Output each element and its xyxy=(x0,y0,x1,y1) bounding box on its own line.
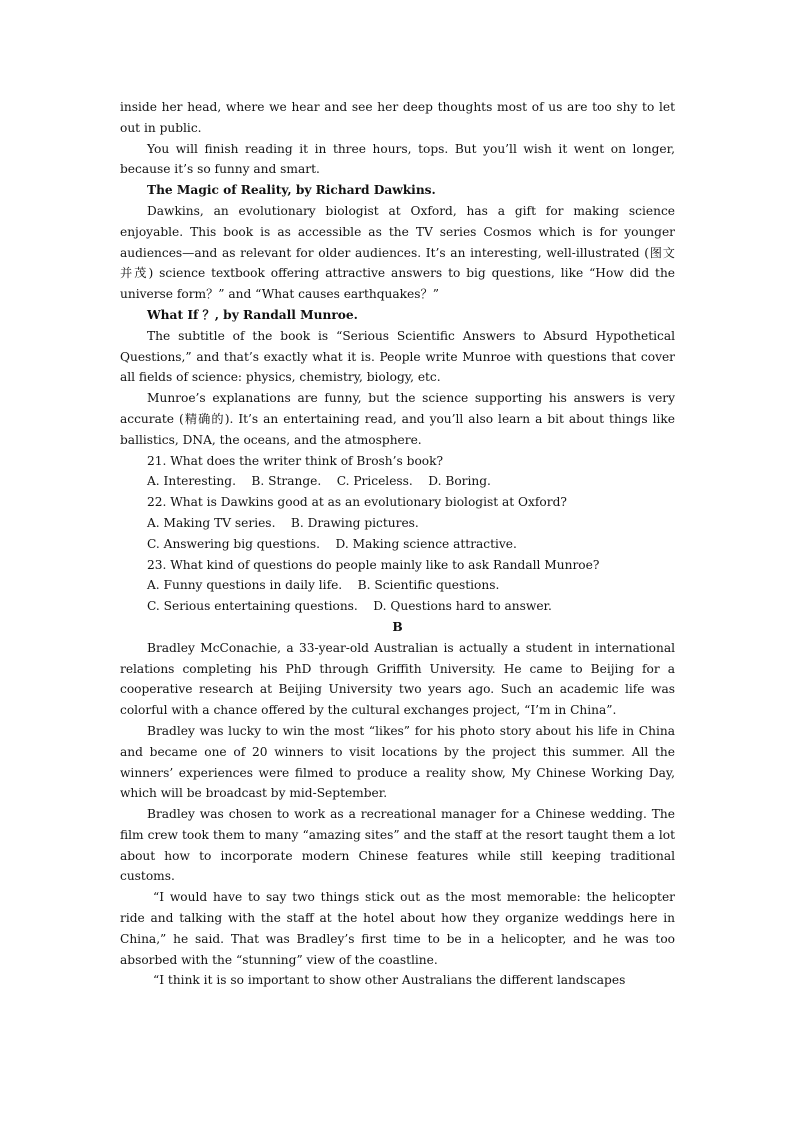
paragraph-bradley-memorable: “I would have to say two things stick out as the most memorable: the helicopter ride and talking with the staff at the hotel about how they organize weddings here in China,” he said. That was Bradley’s first time to be in a helicopter, and he was too absorbed with the “stunning” view of the coastline. xyxy=(120,890,675,967)
question-23-stem: 23. What kind of questions do people mainly like to ask Randall Munroe? xyxy=(147,557,600,572)
paragraph-brosh-summary: You will finish reading it in three hours, tops. But you’ll wish it went on longer, because it’s so funny and smart. xyxy=(120,141,675,177)
question-22-stem: 22. What is Dawkins good at as an evolutionary biologist at Oxford? xyxy=(147,495,567,510)
question-22-options-ab: A. Making TV series. B. Drawing pictures. xyxy=(147,515,419,530)
question-21-stem: 21. What does the writer think of Brosh’s book? xyxy=(147,453,444,468)
section-heading-b: B xyxy=(392,619,403,634)
question-21-options: A. Interesting. B. Strange. C. Priceless. D. Boring. xyxy=(147,474,491,489)
book-title-munroe: What If ？, by Randall Munroe. xyxy=(147,307,358,322)
question-22-options-cd: C. Answering big questions. D. Making science attractive. xyxy=(147,536,517,551)
paragraph-bradley-wedding: Bradley was chosen to work as a recreational manager for a Chinese wedding. The film crew took them to many “amazing sites” and the staff at the resort taught them a lot about how to incorporate modern Chinese features while still keeping traditional customs. xyxy=(120,807,675,884)
paragraph-bradley-landscapes: “I think it is so important to show other Australians the different landscapes xyxy=(153,973,626,988)
paragraph-munroe-explanations: Munroe’s explanations are funny, but the science supporting his answers is very accurate (精确的). It’s an entertaining read, and you’ll also learn a bit about things like ballistics, DNA, the oceans, and the atmosphere. xyxy=(120,391,675,447)
paragraph-munroe-subtitle: The subtitle of the book is “Serious Scientific Answers to Absurd Hypothetical Questions,” and that’s exactly what it is. People write Munroe with questions that cover all fields of science: physics, chemistry, biology, etc. xyxy=(120,328,675,385)
paragraph-continuation: inside her head, where we hear and see her deep thoughts most of us are too shy to let out in public. xyxy=(120,100,675,135)
question-23-options-cd: C. Serious entertaining questions. D. Questions hard to answer. xyxy=(147,599,552,614)
book-title-dawkins: The Magic of Reality, by Richard Dawkins. xyxy=(147,183,436,198)
question-23-options-ab: A. Funny questions in daily life. B. Scientific questions. xyxy=(147,578,500,593)
paragraph-dawkins: Dawkins, an evolutionary biologist at Oxford, has a gift for making science enjoyable. This book is as accessible as the TV series Cosmos which is for younger audiences—and as relevant for older audiences. It’s an interesting, well-illustrated (图文并茂) science textbook offering attractive answers to big questions, like “How did the universe form？” and “What causes earthquakes？” xyxy=(120,203,675,302)
paragraph-bradley-intro: Bradley McConachie, a 33-year-old Australian is actually a student in international relations completing his PhD through Griffith University. He came to Beijing for a cooperative research at Beijing University two years ago. Such an academic life was colorful with a chance offered by the cultural exchanges project, “I’m in China”. xyxy=(120,640,675,718)
paragraph-bradley-likes: Bradley was lucky to win the most “likes” for his photo story about his life in China and became one of 20 winners to visit locations by the project this summer. All the winners’ experiences were filmed to produce a reality show, My Chinese Working Day, which will be broadcast by mid-September. xyxy=(120,723,675,801)
document-page xyxy=(120,97,675,991)
